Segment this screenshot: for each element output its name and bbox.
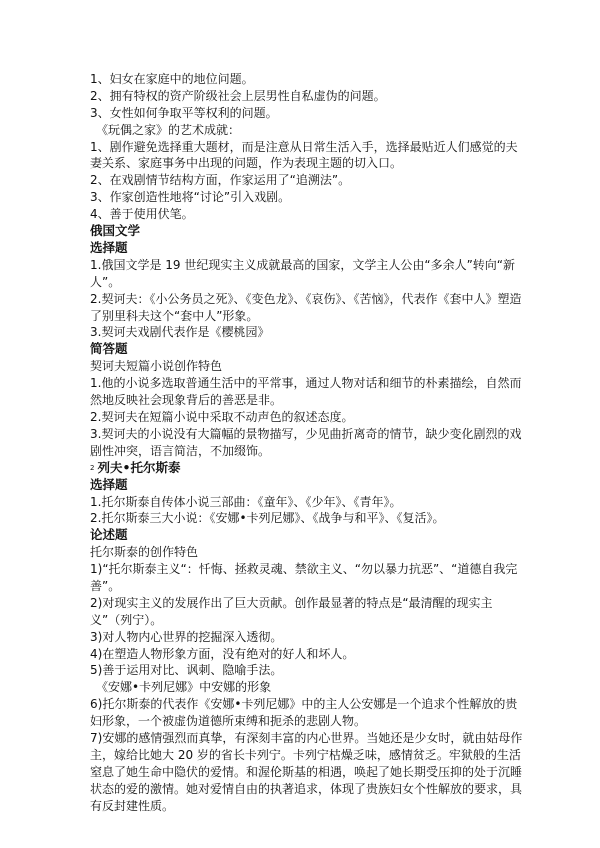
text-content: 列夫•托尔斯泰 [97, 459, 181, 475]
text-paragraph [90, 646, 525, 663]
text-content: 6)托尔斯泰的代表作《安娜•卡列尼娜》中的主人公安娜是一个追求个性解放的贵妇形象，一个被虚伪道德所束缚和扼杀的悲剧人物。 [90, 697, 518, 729]
text-paragraph [90, 561, 525, 595]
text-paragraph [90, 409, 525, 426]
text-content: 简答题 [90, 341, 128, 357]
text-paragraph [90, 122, 525, 139]
text-paragraph [90, 595, 525, 629]
text-paragraph [90, 88, 525, 105]
document-page [90, 71, 525, 815]
text-content: 3)对人物内心世界的挖掘深入透彻。 [90, 629, 283, 644]
text-content: 5)善于运用对比、讽刺、隐喻手法。 [90, 663, 283, 678]
text-paragraph [90, 662, 525, 679]
text-content: 托尔斯泰的创作特色 [90, 545, 199, 560]
text-content: 1、剧作避免选择重大题材，而是注意从日常生活入手，选择最贴近人们感觉的夫妻关系、家庭事务中出现的问题，作为表现主题的切入口。 [90, 139, 518, 171]
heading-number: 2 [90, 463, 95, 472]
text-content: 1.俄国文学是 19 世纪现实主义成就最高的国家，文学主人公由“多余人”转向“新人”。 [90, 257, 516, 289]
section-heading [90, 240, 525, 257]
text-content: 4、善于使用伏笔。 [90, 207, 194, 222]
text-paragraph [90, 375, 525, 409]
text-content: 2、拥有特权的资产阶级社会上层男性自私虚伪的问题。 [90, 88, 386, 103]
text-content: 《安娜•卡列尼娜》中安娜的形象 [96, 680, 272, 695]
text-content: 契诃夫短篇小说创作特色 [90, 359, 223, 374]
text-paragraph [90, 426, 525, 460]
text-content: 3、女性如何争取平等权利的问题。 [90, 105, 278, 120]
text-paragraph [90, 494, 525, 511]
text-paragraph [90, 629, 525, 646]
section-heading [90, 341, 525, 358]
text-paragraph [90, 358, 525, 375]
text-paragraph [90, 324, 525, 341]
text-paragraph [90, 189, 525, 206]
text-content: 2.托尔斯泰三大小说：《安娜•卡列尼娜》、《战争与和平》、《复活》。 [90, 511, 445, 526]
text-paragraph [90, 291, 525, 325]
section-heading [90, 527, 525, 544]
text-paragraph [90, 172, 525, 189]
text-content: 3.契诃夫的小说没有大篇幅的景物描写，少见曲折离奇的情节，缺少变化剧烈的戏剧性冲突，语言简洁，不加缀饰。 [90, 426, 522, 458]
section-heading [90, 477, 525, 494]
text-paragraph [90, 730, 525, 815]
text-paragraph [90, 510, 525, 527]
text-paragraph [90, 206, 525, 223]
text-content: 2、在戏剧情节结构方面，作家运用了“追溯法”。 [90, 173, 351, 188]
text-content: 2.契诃夫：《小公务员之死》、《变色龙》、《哀伤》、《苦恼》，代表作《套中人》塑造了别里科夫这个“套中人”形象。 [90, 291, 522, 323]
text-paragraph [90, 544, 525, 561]
text-content: 1.他的小说多选取普通生活中的平常事，通过人物对话和细节的朴素描绘，自然而然地反映社会现象背后的善恶是非。 [90, 376, 522, 408]
text-paragraph [90, 257, 525, 291]
text-paragraph [90, 139, 525, 173]
text-content: 3、作家创造性地将“讨论”引入戏剧。 [90, 190, 291, 205]
text-content: 4)在塑造人物形象方面，没有绝对的好人和坏人。 [90, 646, 355, 661]
text-paragraph [90, 71, 525, 88]
text-content: 选择题 [90, 239, 128, 255]
text-content: 俄国文学 [90, 223, 141, 239]
text-content: 3.契诃夫戏剧代表作是《樱桃园》 [90, 325, 270, 340]
text-content: 2)对现实主义的发展作出了巨大贡献。创作最显著的特点是“最清醒的现实主义”（列宁）。 [90, 595, 493, 627]
text-paragraph [90, 696, 525, 730]
text-content: 论述题 [90, 527, 128, 543]
text-content: 选择题 [90, 476, 128, 492]
section-heading [90, 223, 525, 240]
text-content: 1.托尔斯泰自传体小说三部曲：《童年》、《少年》、《青年》。 [90, 494, 402, 509]
text-content: 《玩偶之家》的艺术成就： [96, 122, 241, 137]
text-content: 2.契诃夫在短篇小说中采取不动声色的叙述态度。 [90, 409, 354, 424]
text-content: 1、妇女在家庭中的地位问题。 [90, 72, 254, 86]
text-paragraph [90, 679, 525, 696]
text-content: 7)安娜的感情强烈而真挚，有深刻丰富的内心世界。当她还是少女时，就由姑母作主，嫁给比她大 20 岁的省长卡列宁。卡列宁枯燥乏味，感情贫乏。牢狱般的生活窒息了她生命中隐伏的爱情。和渥伦斯基的相遇，唤起了她长期受压抑的处于沉睡状态的爱的激情。她对爱情自由的执著追求，体现了贵族妇女个性解放的要求，具有反封建性质。 [90, 731, 523, 813]
text-content: 1)“托尔斯泰主义“：忏悔、拯救灵魂、禁欲主义、“勿以暴力抗恶”、“道德自我完善”。 [90, 562, 518, 593]
section-heading [90, 460, 525, 477]
text-paragraph [90, 105, 525, 122]
